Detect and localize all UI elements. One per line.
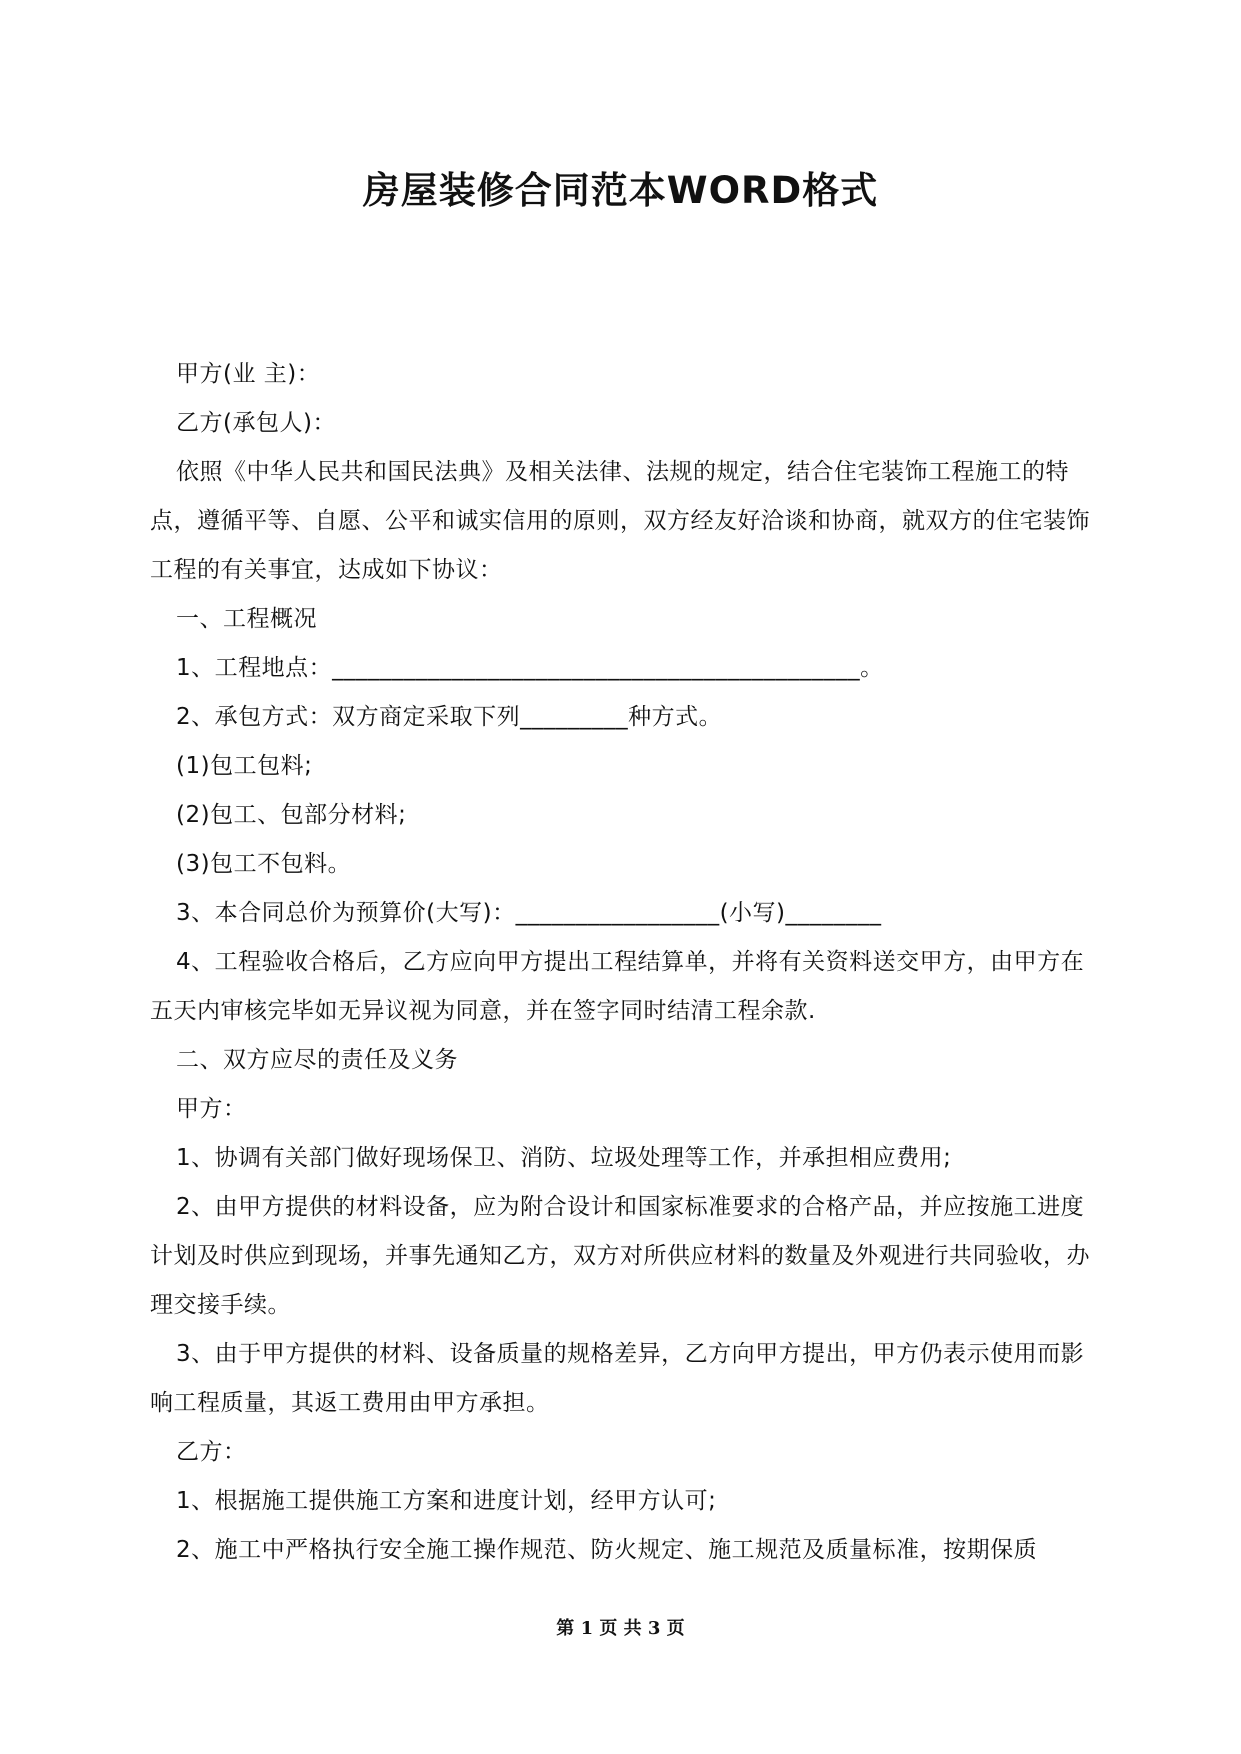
clause-location: 1、工程地点：____________________________________________。 — [176, 655, 884, 681]
party-a-line: 甲方(业 主)： — [176, 361, 321, 387]
party-a-duty-3: 3、由于甲方提供的材料、设备质量的规格差异，乙方向甲方提出，甲方仍表示使用而影响工程质量，其返工费用由甲方承担。 — [150, 1341, 1085, 1416]
option-3: (3)包工不包料。 — [176, 851, 352, 877]
section-heading-overview: 一、工程概况 — [176, 606, 317, 632]
party-b-duty-2: 2、施工中严格执行安全施工操作规范、防火规定、施工规范及质量标准，按期保质 — [176, 1537, 1038, 1563]
clause-contract-method: 2、承包方式：双方商定采取下列_________种方式。 — [176, 704, 723, 730]
clause-total-price: 3、本合同总价为预算价(大写)：_________________(小写)________ — [176, 900, 882, 926]
document-title: 房屋装修合同范本WORD格式 — [362, 169, 879, 212]
party-a-duty-1: 1、协调有关部门做好现场保卫、消防、垃圾处理等工作，并承担相应费用; — [176, 1145, 952, 1171]
party-a-heading: 甲方： — [176, 1096, 247, 1122]
document-body — [150, 350, 1090, 1575]
section-heading-duties: 二、双方应尽的责任及义务 — [176, 1047, 458, 1073]
party-b-line: 乙方(承包人)： — [176, 410, 336, 436]
page-number-footer: 第 1 页 共 3 页 — [556, 1618, 685, 1639]
option-2: (2)包工、包部分材料; — [176, 802, 407, 828]
option-1: (1)包工包料; — [176, 753, 313, 779]
preamble-paragraph: 依照《中华人民共和国民法典》及相关法律、法规的规定，结合住宅装饰工程施工的特点，遵循平等、自愿、公平和诚实信用的原则，双方经友好洽谈和协商，就双方的住宅装饰工程的有关事宜，达成如下协议： — [150, 459, 1090, 583]
party-b-heading: 乙方： — [176, 1439, 247, 1465]
party-a-duty-2: 2、由甲方提供的材料设备，应为附合设计和国家标准要求的合格产品，并应按施工进度计划及时供应到现场，并事先通知乙方，双方对所供应材料的数量及外观进行共同验收，办理交接手续。 — [150, 1194, 1090, 1318]
party-b-duty-1: 1、根据施工提供施工方案和进度计划，经甲方认可; — [176, 1488, 717, 1514]
clause-acceptance: 4、工程验收合格后，乙方应向甲方提出工程结算单，并将有关资料送交甲方，由甲方在五天内审核完毕如无异议视为同意，并在签字同时结清工程余款. — [150, 949, 1085, 1024]
